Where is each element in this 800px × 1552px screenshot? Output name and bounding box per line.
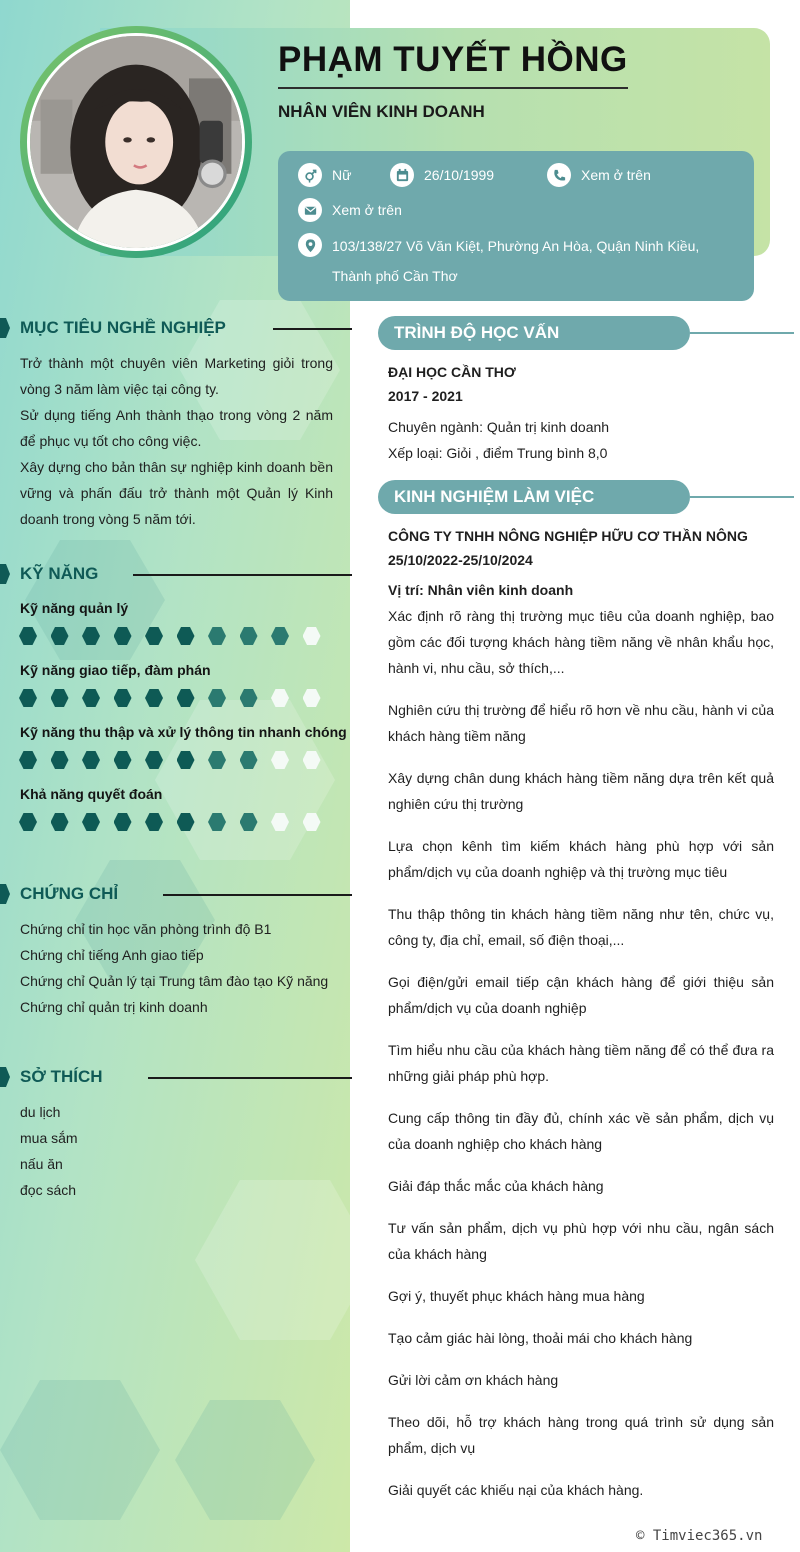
list-item: Xây dựng chân dung khách hàng tiềm năng dựa trên kết quả nghiên cứu thị trường	[388, 770, 774, 812]
section-divider	[163, 894, 352, 896]
certificates-list	[20, 916, 328, 1020]
avatar	[20, 26, 252, 258]
calendar-icon	[390, 163, 414, 187]
skill-dot-empty	[303, 688, 321, 708]
skill-label: Kỹ năng giao tiếp, đàm phán	[20, 662, 211, 678]
skill-rating	[19, 812, 334, 832]
hobbies-list	[20, 1099, 78, 1203]
list-item: Gửi lời cảm ơn khách hàng	[388, 1372, 559, 1388]
objective-paragraph: Trở thành một chuyên viên Marketing giỏi trong vòng 3 năm làm việc tại công ty.	[20, 355, 333, 397]
skill-dot-filled	[51, 812, 69, 832]
experience-header	[388, 524, 774, 602]
list-item: Gọi điện/gửi email tiếp cận khách hàng để giới thiệu sản phẩm/dịch vụ của doanh nghiệp	[388, 974, 774, 1016]
skill-dot-filled	[145, 688, 163, 708]
email-icon	[298, 198, 322, 222]
skill-dot-filled	[145, 812, 163, 832]
list-item: nấu ăn	[20, 1156, 63, 1172]
skill-dot-empty	[303, 626, 321, 646]
skill-dot-filled	[208, 626, 226, 646]
list-item: mua sắm	[20, 1130, 78, 1146]
section-title-certificates: CHỨNG CHỈ	[20, 884, 119, 903]
objective-paragraph: Sử dụng tiếng Anh thành thạo trong vòng 2 năm để phục vụ tốt cho công việc.	[20, 407, 333, 449]
phone-icon	[547, 163, 571, 187]
contact-phone	[547, 163, 651, 187]
section-marker	[0, 884, 10, 904]
skill-dot-filled	[271, 626, 289, 646]
section-marker	[0, 1067, 10, 1087]
gender-icon	[298, 163, 322, 187]
list-item: Gợi ý, thuyết phục khách hàng mua hàng	[388, 1288, 645, 1304]
skill-dot-filled	[240, 812, 258, 832]
list-item: Chứng chỉ tiếng Anh giao tiếp	[20, 947, 204, 963]
list-item: Tư vấn sản phẩm, dịch vụ phù hợp với nhu cầu, ngân sách của khách hàng	[388, 1220, 774, 1262]
section-divider	[690, 332, 794, 334]
skill-dot-filled	[177, 626, 195, 646]
skill-dot-filled	[19, 688, 37, 708]
education-years: 2017 - 2021	[388, 388, 463, 404]
section-experience	[378, 480, 794, 514]
skill-dot-filled	[51, 688, 69, 708]
skill-dot-filled	[208, 812, 226, 832]
section-objective	[0, 318, 352, 338]
skill-dot-filled	[145, 750, 163, 770]
skill-dot-filled	[177, 812, 195, 832]
skill-dot-filled	[51, 626, 69, 646]
section-hobbies	[0, 1067, 352, 1087]
skill-dot-filled	[208, 688, 226, 708]
list-item: đọc sách	[20, 1182, 77, 1198]
section-skills	[0, 564, 352, 584]
section-marker	[0, 318, 10, 338]
list-item: Nghiên cứu thị trường để hiểu rõ hơn về nhu cầu, hành vi của khách hàng tiềm năng	[388, 702, 774, 744]
skill-label: Kỹ năng thu thập và xử lý thông tin nhanh chóng	[20, 724, 347, 740]
contact-email	[298, 198, 402, 222]
list-item: Cung cấp thông tin đầy đủ, chính xác về sản phẩm, dịch vụ của doanh nghiệp cho khách hàng	[388, 1110, 774, 1152]
skill-label: Kỹ năng quản lý	[20, 600, 129, 616]
address-value: 103/138/27 Võ Văn Kiệt, Phường An Hòa, Quận Ninh Kiều, Thành phố Cần Thơ	[332, 238, 700, 284]
experience-period: 25/10/2022-25/10/2024	[388, 552, 533, 568]
skill-dot-filled	[145, 626, 163, 646]
skill-dot-empty	[271, 812, 289, 832]
school-name: ĐẠI HỌC CẦN THƠ	[388, 364, 516, 380]
skill-dot-filled	[177, 750, 195, 770]
list-item: Tạo cảm giác hài lòng, thoải mái cho khách hàng	[388, 1330, 693, 1346]
portrait-image	[30, 36, 242, 248]
list-item: Xác định rõ ràng thị trường mục tiêu của doanh nghiệp, bao gồm các đối tượng khách hàng tiềm năng về nhân khẩu học, hành vi, nhu cầu, sở thích,...	[388, 608, 774, 676]
education-major: Chuyên ngành: Quản trị kinh doanh	[388, 419, 610, 435]
list-item: Thu thập thông tin khách hàng tiềm năng như tên, chức vụ, công ty, địa chỉ, email, số điện thoại,...	[388, 906, 774, 948]
list-item: Theo dõi, hỗ trợ khách hàng trong quá trình sử dụng sản phẩm, dịch vụ	[388, 1414, 774, 1456]
list-item: du lịch	[20, 1104, 61, 1120]
objective-text	[20, 350, 333, 532]
section-title-education: TRÌNH ĐỘ HỌC VẤN	[378, 316, 690, 350]
skill-dot-filled	[240, 688, 258, 708]
section-title-hobbies: SỞ THÍCH	[20, 1067, 103, 1086]
email-value: Xem ở trên	[332, 202, 402, 218]
section-divider	[148, 1077, 352, 1079]
section-title-experience: KINH NGHIỆM LÀM VIỆC	[378, 480, 690, 514]
list-item: Chứng chỉ tin học văn phòng trình độ B1	[20, 921, 272, 937]
phone-value: Xem ở trên	[581, 167, 651, 183]
list-item: Tìm hiểu nhu cầu của khách hàng tiềm năng để có thể đưa ra những giải pháp phù hợp.	[388, 1042, 774, 1084]
education-details	[388, 360, 774, 466]
name-divider	[278, 87, 628, 89]
section-title-skills: KỸ NĂNG	[20, 564, 99, 583]
job-title: NHÂN VIÊN KINH DOANH	[278, 102, 485, 121]
section-divider	[690, 496, 794, 498]
footer-watermark: © Timviec365.vn	[636, 1528, 763, 1544]
skill-dot-filled	[114, 626, 132, 646]
list-item: Giải quyết các khiếu nại của khách hàng.	[388, 1482, 644, 1498]
list-item: Chứng chỉ quản trị kinh doanh	[20, 999, 208, 1015]
skill-rating	[19, 750, 334, 770]
skill-dot-filled	[177, 688, 195, 708]
company-name: CÔNG TY TNHH NÔNG NGHIỆP HỮU CƠ THẦN NÔNG	[388, 528, 748, 544]
skill-dot-empty	[271, 688, 289, 708]
skill-dot-filled	[19, 812, 37, 832]
birthday-value: 26/10/1999	[424, 167, 495, 183]
experience-position: Vị trí: Nhân viên kinh doanh	[388, 582, 574, 598]
profile-photo	[27, 33, 245, 251]
education-grade: Xếp loại: Giỏi , điểm Trung bình 8,0	[388, 445, 608, 461]
section-divider	[273, 328, 352, 330]
contact-address	[298, 231, 742, 291]
skill-dot-filled	[82, 812, 100, 832]
section-certificates	[0, 884, 352, 904]
skill-dot-filled	[208, 750, 226, 770]
section-title-objective: MỤC TIÊU NGHỀ NGHIỆP	[20, 318, 226, 337]
skill-dot-filled	[82, 750, 100, 770]
skill-dot-filled	[19, 750, 37, 770]
skill-dot-filled	[51, 750, 69, 770]
skill-dot-empty	[271, 750, 289, 770]
list-item: Lựa chọn kênh tìm kiếm khách hàng phù hợp với sản phẩm/dịch vụ của doanh nghiệp và thị trường mục tiêu	[388, 838, 774, 880]
section-education	[378, 316, 794, 350]
skill-dot-filled	[240, 750, 258, 770]
list-item: Giải đáp thắc mắc của khách hàng	[388, 1178, 604, 1194]
skill-dot-filled	[82, 626, 100, 646]
skill-dot-filled	[240, 626, 258, 646]
section-marker	[0, 564, 10, 584]
skill-dot-empty	[303, 750, 321, 770]
skill-rating	[19, 688, 334, 708]
skill-dot-filled	[114, 688, 132, 708]
location-icon	[298, 233, 322, 257]
contact-gender	[298, 163, 351, 187]
skill-dot-filled	[82, 688, 100, 708]
section-divider	[133, 574, 352, 576]
gender-value: Nữ	[332, 167, 352, 183]
skill-label: Khả năng quyết đoán	[20, 786, 163, 802]
experience-list	[388, 603, 774, 1519]
objective-paragraph: Xây dựng cho bản thân sự nghiệp kinh doanh bền vững và phấn đấu trở thành một Quản lý Kinh doanh trong vòng 5 năm tới.	[20, 459, 333, 527]
skill-dot-filled	[114, 750, 132, 770]
skill-rating	[19, 626, 334, 646]
contact-birthday	[390, 163, 494, 187]
skill-dot-filled	[19, 626, 37, 646]
contact-box	[278, 151, 754, 301]
skill-dot-filled	[114, 812, 132, 832]
list-item: Chứng chỉ Quản lý tại Trung tâm đào tạo Kỹ năng	[20, 973, 329, 989]
skill-dot-empty	[303, 812, 321, 832]
candidate-name: PHẠM TUYẾT HỒNG	[278, 40, 628, 79]
